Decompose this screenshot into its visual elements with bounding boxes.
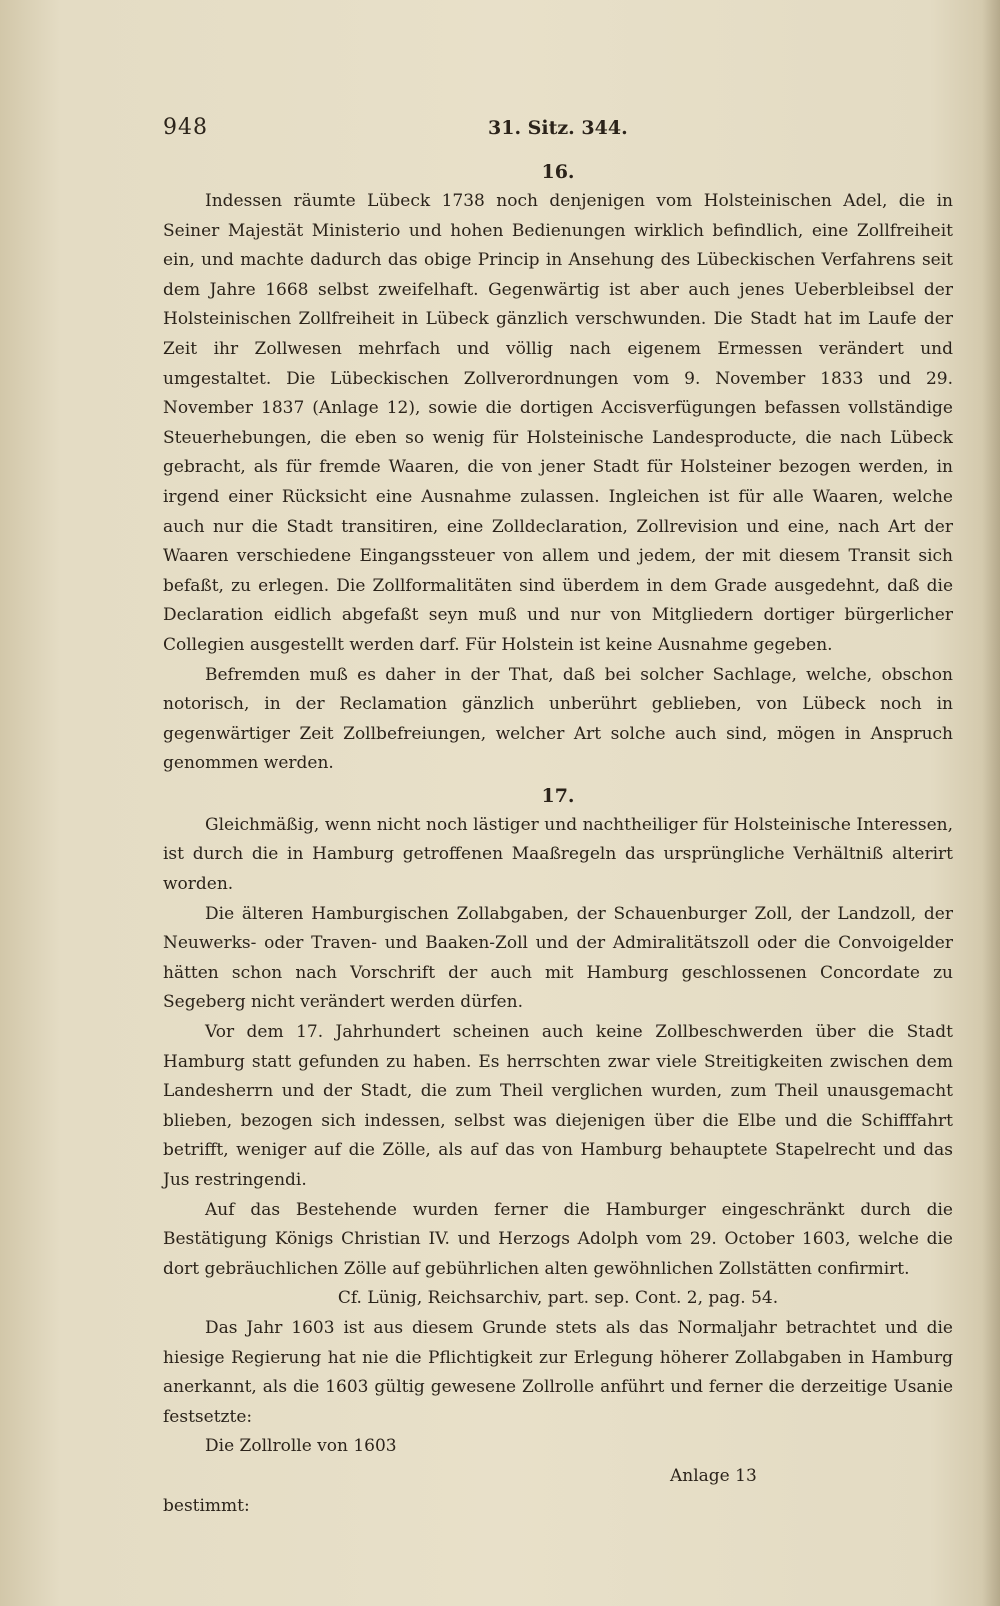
- page-text: [163, 115, 953, 1517]
- citation: Cf. Lünig, Reichsarchiv, part. sep. Cont. 2, pag. 54.: [337, 1288, 779, 1309]
- paragraph: Das Jahr 1603 ist aus diesem Grunde stets als das Normaljahr betrachtet und die hiesige Regierung hat nie die Pflichtigkeit zur Erlegung höherer Zollabgaben in Hamburg anerkannt, als die 1603 gültig gewesene Zollrolle anführt und ferner die derzeitige Usanie festsetzte:: [163, 1317, 953, 1427]
- section-number-17: 17.: [541, 784, 575, 807]
- paragraph: Die älteren Hamburgischen Zollabgaben, der Schauenburger Zoll, der Landzoll, der Neuwerks- oder Traven- und Baaken-Zoll und der Admiralitätszoll oder die Convoigelder hätten schon nach Vorschrift der auch mit Hamburg geschlossenen Concordate zu Segeberg nicht verändert werden dürfen.: [163, 903, 953, 1013]
- running-head: 31. Sitz. 344.: [488, 117, 628, 139]
- paragraph: Gleichmäßig, wenn nicht noch lästiger und nachtheiliger für Holsteinische Interessen, ist durch die in Hamburg getroffenen Maaßregeln das ursprüngliche Verhältniß alterirt worden.: [163, 814, 953, 895]
- page-header: [163, 115, 953, 155]
- section-number-16: 16.: [541, 161, 575, 183]
- page-number: 948: [163, 115, 208, 140]
- paragraph: Indessen räumte Lübeck 1738 noch denjenigen vom Holsteinischen Adel, die in Seiner Majestät Ministerio und hohen Bedienungen wirklich befindlich, eine Zollfreiheit ein, und machte dadurch das obige Princip in Ansehung des Lübeckischen Verfahrens seit dem Jahre 1668 selbst zweifelhaft. Gegenwärtig ist aber auch jenes Ueberbleibsel der Holsteinischen Zollfreiheit in Lübeck gänzlich verschwunden. Die Stadt hat im Laufe der Zeit ihr Zollwesen mehrfach und völlig nach eigenem Ermessen verändert und umgestaltet. Die Lübeckischen Zollverordnungen vom 9. November 1833 und 29. November 1837 (Anlage 12), sowie die dortigen Accisverfügungen befassen vollständige Steuerhebungen, die eben so wenig für Holsteinische Landesproducte, die nach Lübeck gebracht, als für fremde Waaren, die von jener Stadt für Holsteiner bezogen werden, in irgend einer Rücksicht eine Ausnahme zulassen. Ingleichen ist für alle Waaren, welche auch nur die Stadt transitiren, eine Zolldeclaration, Zollrevision und eine, nach Art der Waaren verschiedene Eingangssteuer von allem und jedem, der mit diesem Transit sich befaßt, zu erlegen. Die Zollformalitäten sind überdem in dem Grade ausgedehnt, daß die Declaration eidlich abgefaßt seyn muß und nur von Mitgliedern dortiger bürgerlicher Collegien ausgestellt werden darf. Für Holstein ist keine Ausnahme gegeben.: [163, 191, 953, 655]
- annex-reference: Anlage 13: [670, 1466, 757, 1487]
- zollrolle-block: [163, 1432, 953, 1517]
- roll-title: Die Zollrolle von 1603: [205, 1436, 397, 1457]
- paragraph: Auf das Bestehende wurden ferner die Hamburger eingeschränkt durch die Bestätigung Königs Christian IV. und Herzogs Adolph vom 29. October 1603, welche die dort gebräuchlichen Zölle auf gebührlichen alten gewöhnlichen Zollstätten confirmirt.: [163, 1199, 953, 1279]
- paragraph: Vor dem 17. Jahrhundert scheinen auch keine Zollbeschwerden über die Stadt Hamburg statt gefunden zu haben. Es herrschten zwar viele Streitigkeiten zwischen dem Landesherrn und der Stadt, die zum Theil verglichen wurden, zum Theil unausgemacht blieben, bezogen sich indessen, selbst was diejenigen über die Elbe und die Schifffahrt betrifft, weniger auf die Zölle, als auf das von Hamburg behauptete Stapelrecht und das Jus restringendi.: [163, 1022, 953, 1190]
- roll-end-text: bestimmt:: [163, 1496, 250, 1517]
- paragraph: Befremden muß es daher in der That, daß bei solcher Sachlage, welche, obschon notorisch, in der Reclamation gänzlich unberührt geblieben, von Lübeck noch in gegenwärtiger Zeit Zollbefreiungen, welcher Art solche auch sind, mögen in Anspruch genommen werden.: [163, 664, 953, 774]
- page-edge-shadow: [982, 0, 1000, 1606]
